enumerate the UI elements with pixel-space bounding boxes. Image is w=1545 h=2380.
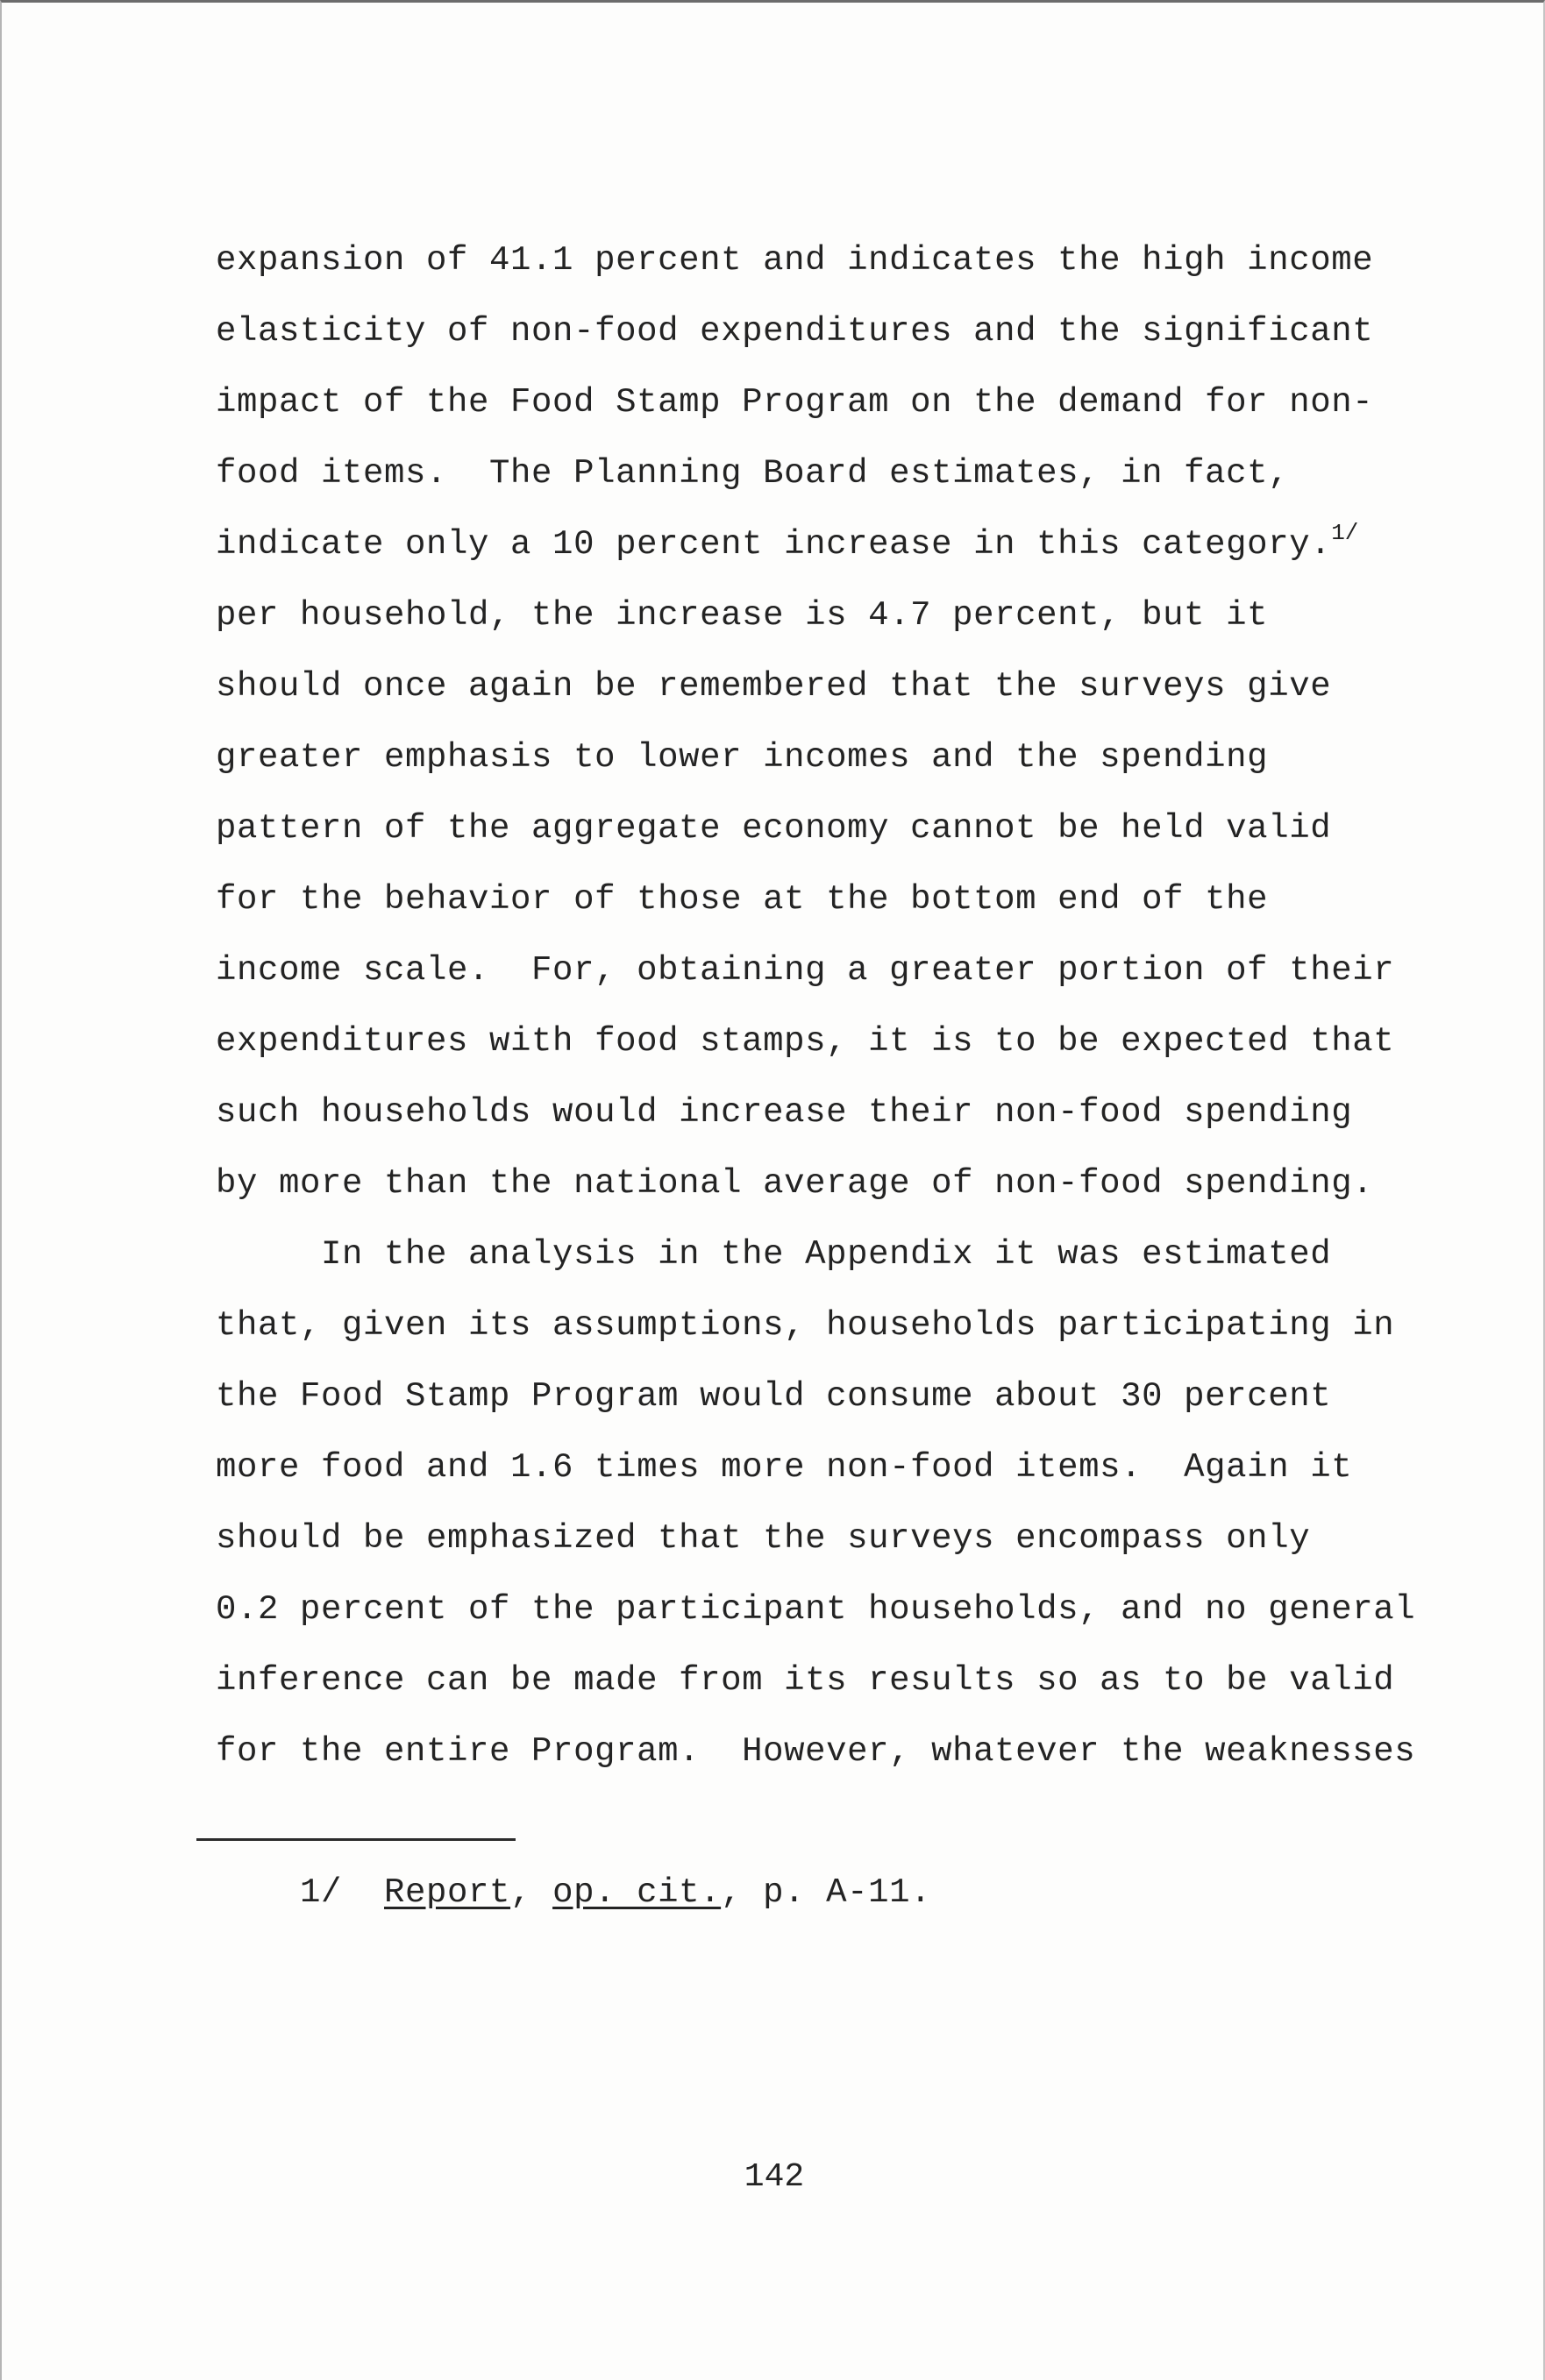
page-number: 142 [744,2158,805,2196]
body-line-text: indicate only a 10 percent increase in this category. [216,525,1332,564]
body-line-with-footnote-ref [216,520,1359,564]
body-line: should once again be remembered that the surveys give [216,667,1332,706]
footnote-source: Report [384,1873,511,1912]
body-line: such households would increase their non-food spending [216,1093,1353,1132]
body-line: for the behavior of those at the bottom end of the [216,880,1269,919]
body-line: expenditures with food stamps, it is to be expected that [216,1022,1395,1061]
footnote-marker: 1/ [300,1873,343,1912]
body-line: the Food Stamp Program would consume about 30 percent [216,1377,1332,1416]
body-line: food items. The Planning Board estimates, in fact, [216,454,1290,493]
footnote-page-ref: , p. A-11. [721,1873,932,1912]
footnote-op-cit: op. cit. [552,1873,722,1912]
body-line: elasticity of non-food expenditures and the significant [216,312,1374,351]
body-line: per household, the increase is 4.7 percent, but it [216,596,1269,635]
body-line: pattern of the aggregate economy cannot be held valid [216,809,1332,848]
body-line: that, given its assumptions, households participating in [216,1306,1395,1345]
footnote-reference: 1/ [1331,520,1359,546]
body-line: In the analysis in the Appendix it was estimated [216,1235,1332,1274]
footnote-divider [196,1838,516,1841]
body-line: impact of the Food Stamp Program on the demand for non- [216,383,1374,422]
footnote: 1/ Report, op. cit., p. A-11. [300,1873,932,1912]
body-line: more food and 1.6 times more non-food items. Again it [216,1448,1353,1487]
body-line: expansion of 41.1 percent and indicates the high income [216,241,1374,280]
body-line: by more than the national average of non-food spending. [216,1164,1374,1203]
body-line: greater emphasis to lower incomes and the spending [216,738,1269,777]
body-line: for the entire Program. However, whatever the weaknesses [216,1732,1416,1771]
body-line: inference can be made from its results so as to be valid [216,1661,1395,1700]
body-line: should be emphasized that the surveys encompass only [216,1519,1311,1558]
body-line: 0.2 percent of the participant households, and no general [216,1590,1416,1629]
body-line: income scale. For, obtaining a greater portion of their [216,951,1395,990]
